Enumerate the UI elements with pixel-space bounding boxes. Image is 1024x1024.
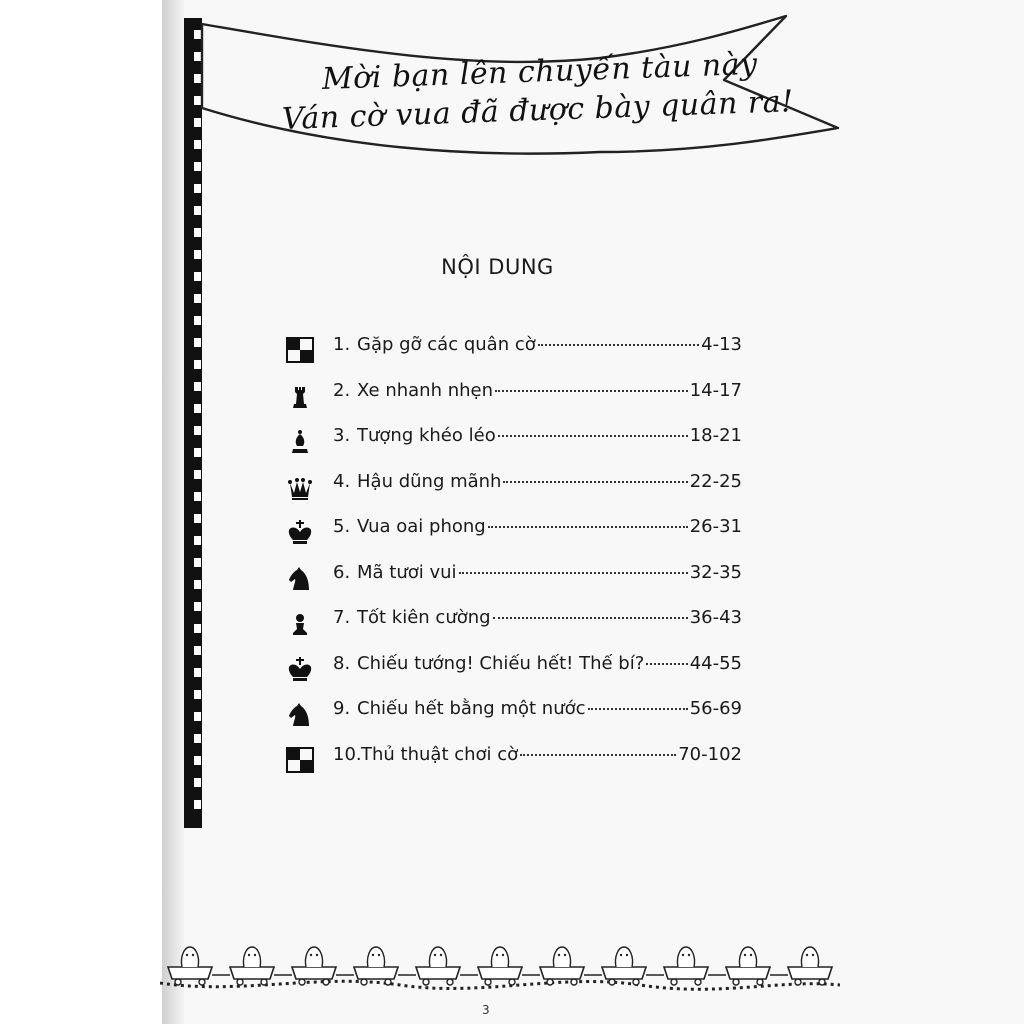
toc-item-title: Chiếu hết bằng một nước xyxy=(357,698,586,719)
toc-item xyxy=(285,376,750,410)
toc-item xyxy=(285,512,750,546)
toc-item-number: 7. xyxy=(333,607,351,628)
train-wagon xyxy=(292,947,354,985)
checker-icon xyxy=(285,336,315,364)
toc-heading: NỘI DUNG xyxy=(441,255,554,279)
queen-icon xyxy=(285,473,315,501)
toc-item-number: 6. xyxy=(333,561,351,583)
toc-item xyxy=(285,467,750,501)
toc-item-title: Chiếu tướng! Chiếu hết! Thế bí? xyxy=(357,652,645,674)
banner-line-2: Ván cờ vua đã được bày quân ra! xyxy=(281,84,795,137)
train-wagons xyxy=(168,947,832,985)
toc-item xyxy=(285,649,750,683)
toc-item-title: Thủ thuật chơi cờ xyxy=(361,743,519,765)
train-wagon xyxy=(168,947,230,985)
knight-icon xyxy=(285,700,315,728)
toc-item-pages: 70-102 xyxy=(678,743,742,765)
toc-item xyxy=(285,558,750,592)
toc-item xyxy=(285,694,750,728)
train-wagon xyxy=(416,947,478,985)
toc-item-title: Gặp gỡ các quân cờ xyxy=(357,334,536,355)
king-icon xyxy=(285,518,315,546)
page-number: 3 xyxy=(482,1003,490,1017)
toc-leader-dots xyxy=(459,571,688,574)
checker-icon xyxy=(285,746,315,774)
bishop-icon xyxy=(285,427,315,455)
toc-item-pages: 26-31 xyxy=(689,516,742,537)
toc-item-number: 4. xyxy=(333,470,351,492)
toc-item-title: Tốt kiên cường xyxy=(357,607,491,628)
toc-item-pages: 56-69 xyxy=(689,698,742,719)
toc-item-title: Mã tươi vui xyxy=(357,561,457,583)
toc-item-title: Tượng khéo léo xyxy=(357,425,496,446)
train-wagon xyxy=(478,947,540,985)
toc-item-pages: 4-13 xyxy=(701,334,742,355)
toc-item-pages: 14-17 xyxy=(689,379,742,401)
toc-leader-dots xyxy=(588,707,688,710)
toc-leader-dots xyxy=(488,525,688,528)
toc-item-number: 8. xyxy=(333,652,351,674)
toc-leader-dots xyxy=(520,753,676,756)
toc-leader-dots xyxy=(493,616,688,619)
toc-item xyxy=(285,421,750,455)
toc-leader-dots xyxy=(503,480,687,483)
toc-item-title: Vua oai phong xyxy=(357,516,486,537)
toc-item-pages: 18-21 xyxy=(689,425,742,446)
toc-item-title: Hậu dũng mãnh xyxy=(357,470,502,492)
toc-item-number: 10. xyxy=(333,743,362,765)
toc-item-number: 9. xyxy=(333,698,351,719)
toc-item xyxy=(285,603,750,637)
pawn-icon xyxy=(285,609,315,637)
toc-leader-dots xyxy=(646,662,687,665)
toc-item-pages: 32-35 xyxy=(689,561,742,583)
toc-item xyxy=(285,740,750,774)
toc-item-number: 1. xyxy=(333,334,351,355)
toc-item xyxy=(285,330,750,364)
king-icon xyxy=(285,655,315,683)
knight-icon xyxy=(285,564,315,592)
rook-icon xyxy=(285,382,315,410)
toc-item-number: 5. xyxy=(333,516,351,537)
toc-item-pages: 36-43 xyxy=(689,607,742,628)
toc-item-title: Xe nhanh nhẹn xyxy=(357,379,494,401)
chess-train-illustration xyxy=(160,935,840,1005)
train-wagon xyxy=(726,947,788,985)
toc-item-pages: 44-55 xyxy=(689,652,742,674)
train-wagon xyxy=(354,947,416,985)
page-gutter xyxy=(162,0,184,1024)
toc-leader-dots xyxy=(538,343,699,346)
toc-item-number: 2. xyxy=(333,379,351,401)
toc-item-number: 3. xyxy=(333,425,351,446)
train-wagon xyxy=(664,947,726,985)
train-wagon xyxy=(788,947,832,985)
banner-line-1: Mời bạn lên chuyến tàu này xyxy=(321,46,759,97)
toc-leader-dots xyxy=(495,389,688,392)
train-wagon xyxy=(540,947,602,985)
train-wagon xyxy=(230,947,292,985)
toc-leader-dots xyxy=(498,434,688,437)
toc-item-pages: 22-25 xyxy=(689,470,742,492)
train-wagon xyxy=(602,947,664,985)
